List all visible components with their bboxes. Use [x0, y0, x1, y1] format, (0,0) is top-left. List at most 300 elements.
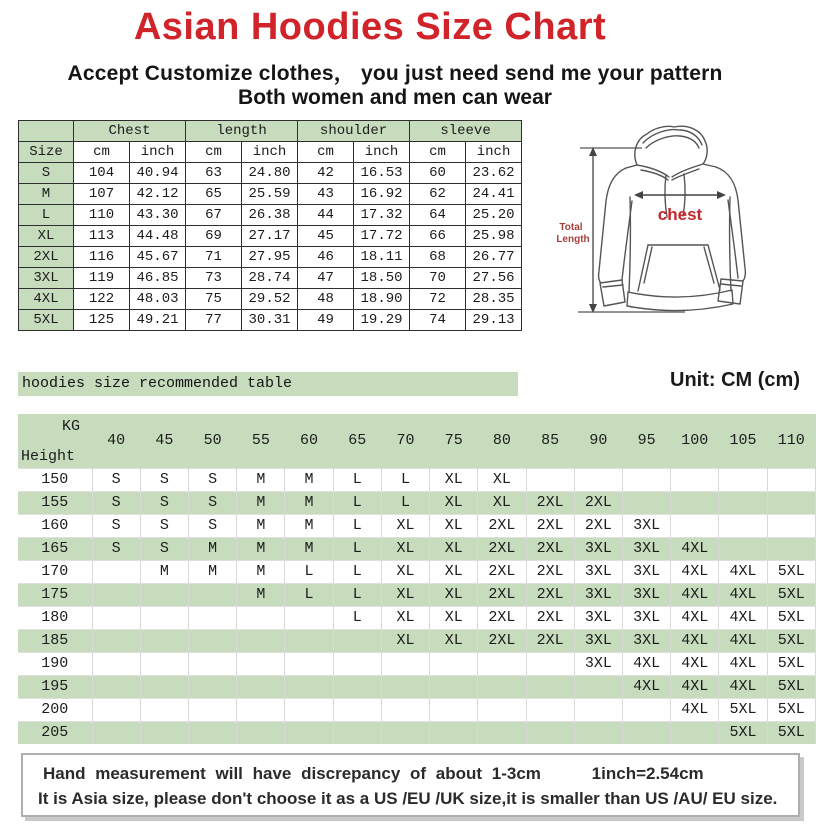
size-table-value-cell: 70	[410, 268, 466, 289]
size-table-value-cell: 60	[410, 163, 466, 184]
cuff-left	[600, 280, 625, 306]
size-recommend-cell: XL	[381, 584, 429, 607]
size-table-value-cell: 48.03	[130, 289, 186, 310]
size-recommend-cell: 3XL	[622, 607, 670, 630]
size-recommend-cell: M	[237, 538, 285, 561]
size-table-unit-row	[19, 142, 522, 163]
size-table-unit-header: cm	[186, 142, 242, 163]
size-table-corner-cell	[19, 121, 74, 142]
size-table-size-cell: 4XL	[19, 289, 74, 310]
footer-conversion-note: 1inch=2.54cm	[591, 764, 704, 783]
size-recommend-cell: 4XL	[671, 538, 719, 561]
page-title: Asian Hoodies Size Chart	[133, 6, 607, 48]
size-table-value-cell: 46	[298, 247, 354, 268]
recommend-table-title: hoodies size recommended table	[18, 372, 518, 396]
size-table-value-cell: 24.41	[466, 184, 522, 205]
size-recommend-cell: XL	[381, 561, 429, 584]
size-table-unit-header: cm	[410, 142, 466, 163]
size-table-size-cell: L	[19, 205, 74, 226]
size-recommend-cell: L	[285, 561, 333, 584]
size-recommend-cell: 5XL	[767, 722, 815, 745]
size-recommend-cell: S	[140, 538, 188, 561]
size-recommend-cell: 4XL	[622, 676, 670, 699]
weight-header-cell: 40	[92, 414, 140, 469]
size-table-size-cell: XL	[19, 226, 74, 247]
size-table-value-cell: 73	[186, 268, 242, 289]
size-recommend-cell: 2XL	[478, 630, 526, 653]
size-recommend-cell: 3XL	[574, 561, 622, 584]
size-recommend-cell	[767, 469, 815, 492]
size-recommend-cell: 4XL	[719, 630, 767, 653]
height-cell: 175	[18, 584, 92, 607]
size-recommend-cell: 2XL	[526, 584, 574, 607]
size-table-value-cell: 125	[74, 310, 130, 331]
size-recommend-cell: XL	[430, 584, 478, 607]
size-table-value-cell: 25.98	[466, 226, 522, 247]
size-table-value-cell: 25.20	[466, 205, 522, 226]
size-table-value-cell: 107	[74, 184, 130, 205]
size-recommend-cell: 2XL	[526, 607, 574, 630]
recommend-table-row	[18, 561, 816, 584]
size-recommend-cell	[189, 584, 237, 607]
size-table-value-cell: 16.92	[354, 184, 410, 205]
arrowhead-left	[634, 191, 643, 199]
recommend-table-header-row	[18, 414, 816, 469]
size-recommend-cell: L	[333, 607, 381, 630]
weight-header-cell: 70	[381, 414, 429, 469]
height-cell: 170	[18, 561, 92, 584]
size-recommend-cell: XL	[430, 492, 478, 515]
size-recommend-cell: 2XL	[526, 492, 574, 515]
size-recommend-cell: M	[285, 538, 333, 561]
size-table-unit-header: inch	[130, 142, 186, 163]
size-recommend-cell	[237, 699, 285, 722]
subtitle-line1: Accept Customize clothes， you just need send me your pattern	[67, 62, 723, 85]
size-recommend-cell	[671, 469, 719, 492]
size-table-group-header: length	[186, 121, 298, 142]
size-recommend-cell	[92, 722, 140, 745]
size-recommend-cell: S	[189, 492, 237, 515]
size-recommend-cell: 5XL	[767, 699, 815, 722]
size-recommend-cell	[285, 630, 333, 653]
size-table-size-cell: 5XL	[19, 310, 74, 331]
size-recommend-cell: 2XL	[526, 538, 574, 561]
size-recommend-cell	[526, 676, 574, 699]
size-table-value-cell: 71	[186, 247, 242, 268]
size-recommend-cell	[430, 699, 478, 722]
size-recommend-cell: 3XL	[622, 561, 670, 584]
size-recommend-cell	[237, 676, 285, 699]
footer-measure-note: Hand measurement will have discrepancy of about 1-3cm	[43, 764, 541, 783]
size-table-size-cell: 3XL	[19, 268, 74, 289]
size-recommend-cell	[189, 722, 237, 745]
size-recommend-cell	[333, 653, 381, 676]
height-cell: 195	[18, 676, 92, 699]
size-recommend-cell: S	[92, 469, 140, 492]
total-length-arrow	[556, 147, 685, 313]
height-label: Height	[21, 448, 76, 465]
size-table-value-cell: 19.29	[354, 310, 410, 331]
size-recommend-cell: 2XL	[526, 561, 574, 584]
recommend-table-row	[18, 653, 816, 676]
size-table-value-cell: 77	[186, 310, 242, 331]
size-recommend-cell: 2XL	[574, 515, 622, 538]
size-table-row	[19, 205, 522, 226]
size-table-value-cell: 48	[298, 289, 354, 310]
size-recommend-cell: M	[285, 469, 333, 492]
shoulder-left	[626, 165, 637, 168]
size-table-value-cell: 44	[298, 205, 354, 226]
size-recommend-cell	[92, 653, 140, 676]
size-table-group-row	[19, 121, 522, 142]
size-recommend-cell: M	[237, 492, 285, 515]
size-recommend-cell	[767, 538, 815, 561]
size-recommend-cell: XL	[430, 561, 478, 584]
size-recommend-cell: XL	[381, 515, 429, 538]
chest-arrow	[634, 191, 726, 224]
size-recommend-cell: M	[285, 515, 333, 538]
size-recommend-cell: L	[333, 561, 381, 584]
size-recommend-cell: 4XL	[622, 653, 670, 676]
collar-fold-left2	[641, 170, 668, 180]
size-recommend-cell: 4XL	[671, 676, 719, 699]
height-cell: 155	[18, 492, 92, 515]
size-recommend-cell	[333, 676, 381, 699]
arrowhead-right	[717, 191, 726, 199]
size-recommend-cell: XL	[430, 607, 478, 630]
size-table-value-cell: 43.30	[130, 205, 186, 226]
size-recommend-cell	[140, 584, 188, 607]
size-recommend-cell	[92, 676, 140, 699]
weight-header-cell: 55	[237, 414, 285, 469]
size-recommend-cell	[430, 722, 478, 745]
size-table-value-cell: 65	[186, 184, 242, 205]
size-recommend-cell	[478, 653, 526, 676]
size-table-row	[19, 268, 522, 289]
size-table-value-cell: 45.67	[130, 247, 186, 268]
recommend-table-row	[18, 584, 816, 607]
size-recommend-cell	[719, 515, 767, 538]
size-recommend-cell	[671, 515, 719, 538]
size-recommend-cell	[526, 699, 574, 722]
weight-header-cell: 60	[285, 414, 333, 469]
size-recommend-cell: 3XL	[574, 538, 622, 561]
size-recommend-cell	[92, 561, 140, 584]
recommend-table-row	[18, 699, 816, 722]
size-recommend-cell: L	[333, 538, 381, 561]
kg-height-diagonal-cell	[18, 414, 92, 469]
size-recommend-cell: S	[140, 492, 188, 515]
size-recommend-cell: S	[92, 515, 140, 538]
size-table-value-cell: 27.56	[466, 268, 522, 289]
size-table-value-cell: 45	[298, 226, 354, 247]
size-table-row	[19, 226, 522, 247]
size-recommend-cell	[574, 676, 622, 699]
size-table-value-cell: 42.12	[130, 184, 186, 205]
size-table-value-cell: 62	[410, 184, 466, 205]
size-recommend-cell: M	[285, 492, 333, 515]
size-recommend-cell: 3XL	[622, 515, 670, 538]
size-recommend-cell: 3XL	[574, 630, 622, 653]
size-recommend-cell: 4XL	[719, 584, 767, 607]
size-recommend-cell	[285, 699, 333, 722]
size-table-value-cell: 17.32	[354, 205, 410, 226]
size-recommend-cell: 4XL	[719, 561, 767, 584]
size-recommend-cell	[92, 630, 140, 653]
size-recommend-cell: 4XL	[671, 630, 719, 653]
size-recommend-cell: L	[381, 492, 429, 515]
size-table-value-cell: 69	[186, 226, 242, 247]
size-table-row	[19, 163, 522, 184]
body-left-edge	[629, 197, 630, 292]
size-recommend-cell	[189, 630, 237, 653]
size-recommend-cell	[285, 607, 333, 630]
size-table-value-cell: 40.94	[130, 163, 186, 184]
height-cell: 205	[18, 722, 92, 745]
size-recommend-cell: 4XL	[671, 561, 719, 584]
hem-band	[627, 290, 733, 311]
recommend-table-row	[18, 676, 816, 699]
size-recommend-cell: 5XL	[767, 561, 815, 584]
size-recommend-cell	[140, 699, 188, 722]
size-table-unit-header: inch	[242, 142, 298, 163]
size-table-value-cell: 49.21	[130, 310, 186, 331]
size-recommend-cell: XL	[430, 630, 478, 653]
size-recommend-cell: 4XL	[719, 653, 767, 676]
height-cell: 200	[18, 699, 92, 722]
size-recommend-cell	[285, 676, 333, 699]
size-recommend-cell	[381, 722, 429, 745]
size-table-value-cell: 27.95	[242, 247, 298, 268]
size-table-size-cell: M	[19, 184, 74, 205]
size-recommend-cell: 2XL	[478, 538, 526, 561]
size-recommend-cell	[189, 607, 237, 630]
size-table-value-cell: 104	[74, 163, 130, 184]
size-recommend-cell	[671, 492, 719, 515]
size-recommend-cell	[189, 699, 237, 722]
weight-header-cell: 95	[622, 414, 670, 469]
size-recommend-cell: S	[189, 469, 237, 492]
size-recommend-cell	[381, 699, 429, 722]
size-table-value-cell: 119	[74, 268, 130, 289]
size-table-size-label: Size	[19, 142, 74, 163]
size-table-unit-header: inch	[354, 142, 410, 163]
size-table-value-cell: 23.62	[466, 163, 522, 184]
size-recommend-cell: 4XL	[671, 607, 719, 630]
size-recommend-cell: L	[333, 469, 381, 492]
size-recommend-cell	[430, 676, 478, 699]
size-recommend-cell: 2XL	[478, 561, 526, 584]
size-table-value-cell: 26.38	[242, 205, 298, 226]
size-table-value-cell: 30.31	[242, 310, 298, 331]
size-recommend-cell: 2XL	[574, 492, 622, 515]
size-recommend-cell	[140, 630, 188, 653]
size-recommend-cell	[92, 607, 140, 630]
size-table-value-cell: 28.74	[242, 268, 298, 289]
size-recommend-cell: 5XL	[767, 630, 815, 653]
pocket-opening-right	[704, 247, 714, 283]
size-table-row	[19, 310, 522, 331]
hoodie-illustration	[540, 113, 825, 348]
size-table-row	[19, 184, 522, 205]
size-recommend-cell	[237, 653, 285, 676]
size-table-value-cell: 66	[410, 226, 466, 247]
size-recommend-cell: 2XL	[478, 584, 526, 607]
footer-note-box	[21, 753, 800, 817]
hood-roll-line2	[646, 136, 699, 148]
footer-line2: It is Asia size, please don't choose it as a US /EU /UK size,it is smaller than US /AU/ EU size.	[38, 789, 778, 808]
size-recommend-cell: XL	[381, 607, 429, 630]
shoulder-right	[703, 164, 716, 167]
size-recommend-cell	[622, 469, 670, 492]
size-recommend-cell: 4XL	[719, 607, 767, 630]
size-recommend-cell	[92, 584, 140, 607]
size-recommend-cell: M	[189, 538, 237, 561]
weight-header-cell: 100	[671, 414, 719, 469]
size-table-group-header: sleeve	[410, 121, 522, 142]
size-recommend-cell: 5XL	[767, 676, 815, 699]
size-recommend-cell: 5XL	[719, 722, 767, 745]
size-recommend-cell	[140, 722, 188, 745]
size-recommend-cell	[333, 722, 381, 745]
size-recommend-cell: 2XL	[526, 630, 574, 653]
size-recommend-cell	[574, 722, 622, 745]
size-table-row	[19, 247, 522, 268]
height-cell: 190	[18, 653, 92, 676]
size-recommend-cell	[333, 630, 381, 653]
weight-header-cell: 105	[719, 414, 767, 469]
size-table-value-cell: 75	[186, 289, 242, 310]
size-recommend-cell	[622, 699, 670, 722]
size-table-value-cell: 72	[410, 289, 466, 310]
pocket-side-left	[638, 245, 648, 291]
pocket-opening-left	[644, 247, 652, 283]
size-recommend-cell	[381, 653, 429, 676]
size-table-value-cell: 46.85	[130, 268, 186, 289]
collar-fold-right	[672, 164, 703, 177]
size-table-value-cell: 116	[74, 247, 130, 268]
recommend-table	[18, 414, 816, 744]
size-recommend-cell: L	[333, 515, 381, 538]
weight-header-cell: 90	[574, 414, 622, 469]
size-recommend-cell: 4XL	[719, 676, 767, 699]
size-recommend-cell: 5XL	[767, 653, 815, 676]
size-table-value-cell: 18.11	[354, 247, 410, 268]
height-cell: 165	[18, 538, 92, 561]
recommend-table-row	[18, 492, 816, 515]
recommend-table-row	[18, 607, 816, 630]
size-recommend-cell: M	[237, 561, 285, 584]
size-table	[18, 120, 522, 331]
weight-header-cell: 45	[140, 414, 188, 469]
size-recommend-cell	[719, 492, 767, 515]
total-length-label-line1: Total	[559, 222, 583, 233]
size-table-value-cell: 43	[298, 184, 354, 205]
size-recommend-cell	[526, 469, 574, 492]
size-recommend-cell	[381, 676, 429, 699]
size-recommend-cell	[333, 699, 381, 722]
height-cell: 160	[18, 515, 92, 538]
size-table-size-cell: S	[19, 163, 74, 184]
size-recommend-cell	[526, 653, 574, 676]
size-recommend-cell	[285, 653, 333, 676]
size-recommend-cell	[574, 699, 622, 722]
size-recommend-cell	[478, 722, 526, 745]
size-recommend-cell: 5XL	[767, 584, 815, 607]
recommend-table-row	[18, 469, 816, 492]
height-cell: 150	[18, 469, 92, 492]
size-recommend-cell: 5XL	[767, 607, 815, 630]
weight-header-cell: 75	[430, 414, 478, 469]
size-recommend-cell: 3XL	[574, 607, 622, 630]
size-recommend-cell: M	[237, 584, 285, 607]
size-recommend-cell	[92, 699, 140, 722]
size-recommend-cell	[237, 722, 285, 745]
size-recommend-cell: L	[285, 584, 333, 607]
size-recommend-cell	[574, 469, 622, 492]
size-table-value-cell: 29.52	[242, 289, 298, 310]
size-recommend-cell: 3XL	[622, 630, 670, 653]
unit-note: Unit: CM (cm)	[670, 369, 800, 391]
size-recommend-cell: S	[92, 492, 140, 515]
sleeve-left-outer	[599, 168, 626, 283]
size-table-value-cell: 47	[298, 268, 354, 289]
weight-header-cell: 110	[767, 414, 815, 469]
size-recommend-cell	[140, 653, 188, 676]
size-table-value-cell: 16.53	[354, 163, 410, 184]
size-recommend-cell: L	[333, 492, 381, 515]
size-recommend-cell: XL	[381, 630, 429, 653]
size-table-value-cell: 26.77	[466, 247, 522, 268]
size-recommend-cell: M	[237, 515, 285, 538]
size-recommend-cell: S	[140, 515, 188, 538]
size-recommend-cell	[285, 722, 333, 745]
size-table-unit-header: cm	[298, 142, 354, 163]
size-recommend-cell: 2XL	[526, 515, 574, 538]
size-recommend-cell	[767, 515, 815, 538]
size-recommend-cell: XL	[430, 469, 478, 492]
size-recommend-cell	[237, 630, 285, 653]
size-recommend-cell: M	[237, 469, 285, 492]
weight-header-cell: 85	[526, 414, 574, 469]
kg-label: KG	[62, 418, 81, 435]
size-recommend-cell: L	[381, 469, 429, 492]
size-recommend-cell: 2XL	[478, 515, 526, 538]
size-table-value-cell: 64	[410, 205, 466, 226]
size-recommend-cell	[622, 722, 670, 745]
size-table-value-cell: 18.90	[354, 289, 410, 310]
recommend-table-row	[18, 515, 816, 538]
size-table-value-cell: 17.72	[354, 226, 410, 247]
size-recommend-cell: 3XL	[574, 584, 622, 607]
size-table-value-cell: 27.17	[242, 226, 298, 247]
weight-header-cell: 80	[478, 414, 526, 469]
cuff-left-rib	[603, 285, 623, 287]
hood-outline	[635, 126, 707, 165]
size-recommend-cell: XL	[478, 492, 526, 515]
hoodie-diagram	[540, 113, 825, 348]
size-recommend-cell: 2XL	[478, 607, 526, 630]
size-recommend-cell: S	[92, 538, 140, 561]
size-table-value-cell: 67	[186, 205, 242, 226]
total-length-label-line2: Length	[556, 234, 590, 245]
size-table-value-cell: 122	[74, 289, 130, 310]
size-recommend-cell: 3XL	[622, 584, 670, 607]
size-table-value-cell: 44.48	[130, 226, 186, 247]
size-recommend-cell: M	[140, 561, 188, 584]
size-table-group-header: shoulder	[298, 121, 410, 142]
size-recommend-cell: XL	[430, 515, 478, 538]
